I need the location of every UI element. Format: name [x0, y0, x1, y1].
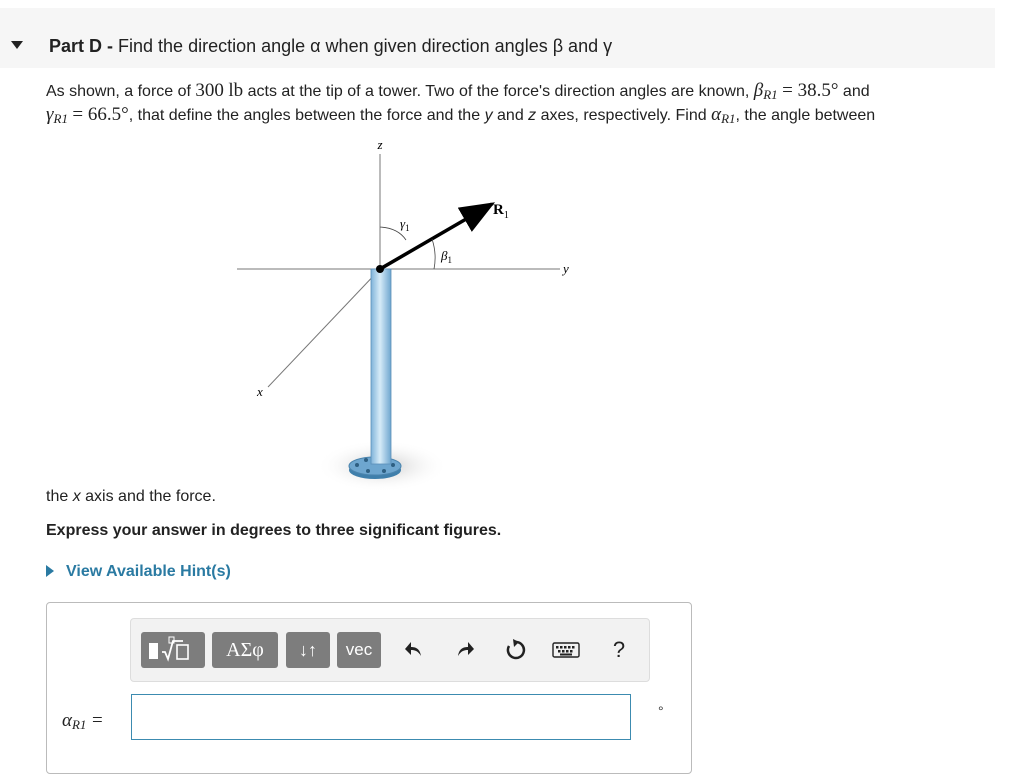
- problem-line-1: As shown, a force of 300 lb acts at the tip of a tower. Two of the force's direction angles are known, $\beta_{R1} = 38.5^\circ$ and: [46, 80, 870, 102]
- part-title: Part D - Find the direction angle α when given direction angles β and γ: [49, 36, 613, 56]
- instruction-text: Express your answer in degrees to three significant figures.: [46, 522, 502, 539]
- z-axis-label: z: [377, 137, 383, 152]
- greek-symbols-button[interactable]: ΑΣφ: [212, 632, 278, 668]
- answer-input[interactable]: [131, 694, 631, 740]
- answer-label: $\alpha_{R1}$ =: [62, 710, 103, 732]
- problem-line-2: $\gamma_{R1} = 66.5^\circ$, that define the angles between the force and the y and z axes, respectively. Find $\alpha_{R1}$, the angle between: [46, 104, 876, 126]
- vector-button[interactable]: vec: [337, 632, 381, 668]
- y-axis-label: y: [563, 261, 569, 276]
- expand-triangle-icon: [46, 565, 54, 577]
- keyboard-icon[interactable]: [551, 636, 581, 664]
- x-axis-label: x: [257, 384, 263, 399]
- subscript-superscript-button[interactable]: ↓↑: [286, 632, 330, 668]
- bolt: [382, 469, 386, 473]
- tower-tip-dot: [376, 265, 384, 273]
- part-header[interactable]: [0, 8, 995, 68]
- force-arrow: [380, 204, 492, 269]
- bolt: [391, 463, 395, 467]
- bolt: [355, 463, 359, 467]
- bolt: [366, 469, 370, 473]
- tower-force-figure: [230, 132, 580, 492]
- math-toolbar: [130, 618, 650, 682]
- tower-pole: [371, 269, 391, 464]
- gamma-label: $\gamma_1$: [400, 216, 410, 233]
- help-button[interactable]: ?: [612, 637, 626, 662]
- templates-button[interactable]: [141, 632, 205, 668]
- view-hints-link[interactable]: View Available Hint(s): [46, 563, 231, 581]
- x-axis-line: [268, 269, 380, 387]
- problem-line-3: the x axis and the force.: [46, 488, 216, 505]
- collapse-caret-icon[interactable]: [11, 41, 23, 49]
- undo-icon[interactable]: [400, 636, 428, 664]
- beta-label: $\beta_1$: [441, 248, 452, 265]
- beta-arc: [432, 239, 435, 269]
- templates-icon: [145, 636, 201, 664]
- reset-icon[interactable]: [502, 636, 530, 664]
- bolt: [364, 458, 368, 462]
- force-label: $R_1$: [493, 202, 509, 221]
- redo-icon[interactable]: [451, 636, 479, 664]
- answer-box: [46, 602, 692, 774]
- degree-unit: °: [658, 703, 664, 719]
